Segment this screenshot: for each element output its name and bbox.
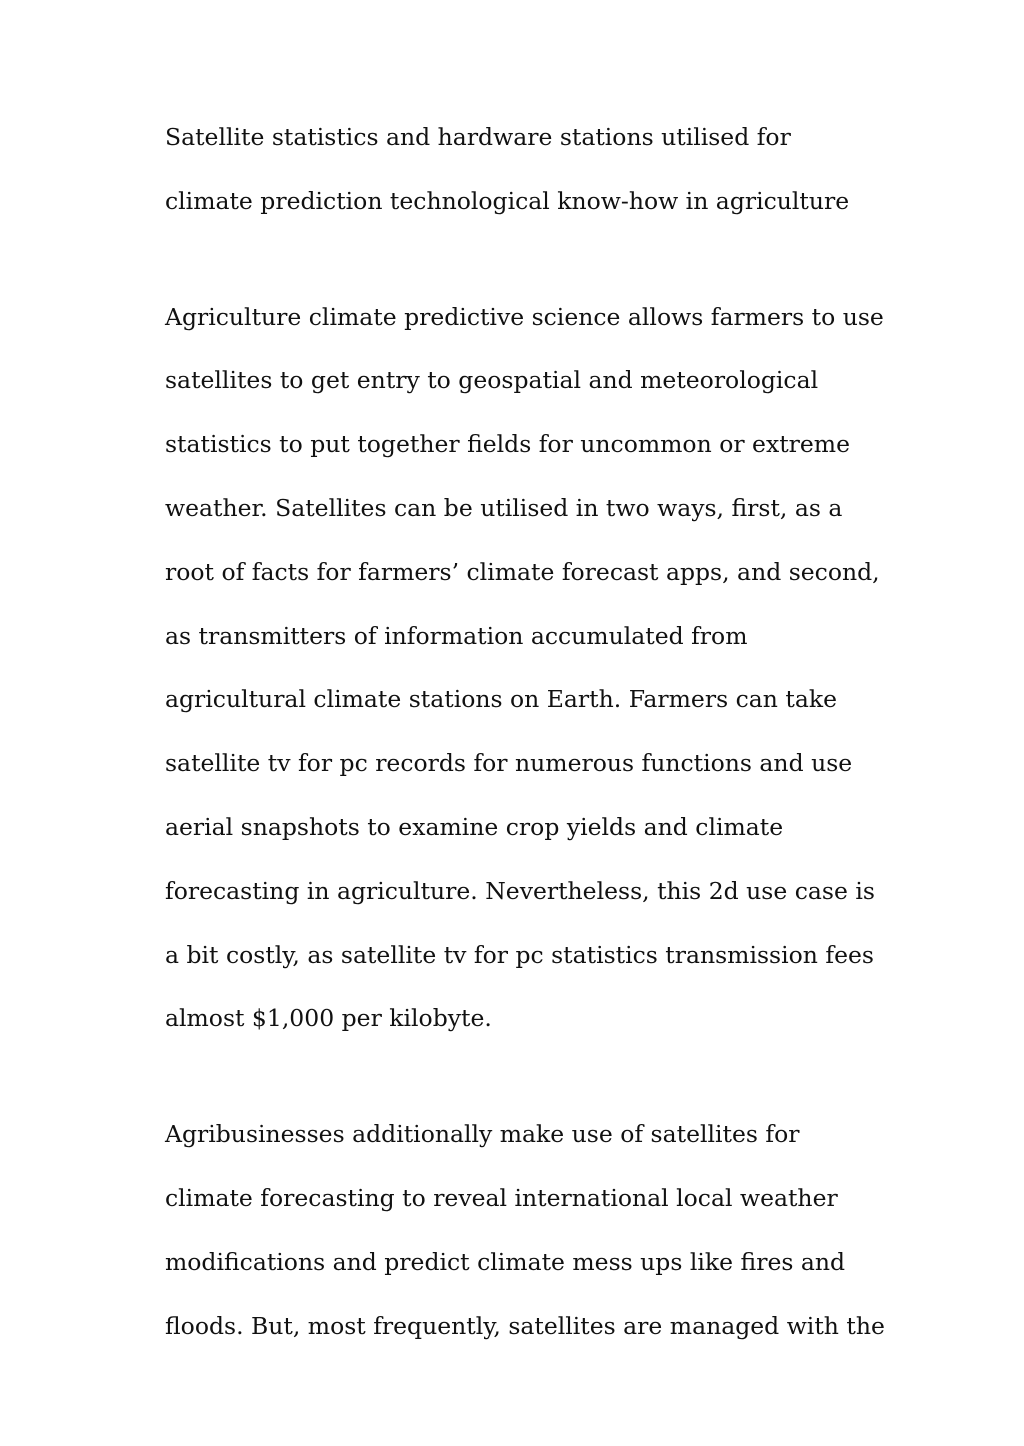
heading-paragraph: Satellite statistics and hardware stations utilised for climate prediction technological know-how in agriculture bbox=[165, 123, 850, 215]
body-paragraph-satellite-data: Agriculture climate predictive science allows farmers to use satellites to get entry to geospatial and meteorological statistics to put together fields for uncommon or extreme weather. Satellites can be utilised in two ways, first, as a root of facts for farmers’ climate forecast apps, and second, as transmitters of information accumulated from agricultural climate stations on Earth. Farmers can take satellite tv for pc records for numerous functions and use aerial snapshots to examine crop yields and climate forecasting in agriculture. Nevertheless, this 2d use case is a bit costly, as satellite tv for pc statistics transmission fees almost $1,000 per kilobyte. bbox=[165, 302, 884, 1033]
document-body bbox=[165, 106, 885, 1358]
body-paragraph-agribusiness: Agribusinesses additionally make use of satellites for climate forecasting to reveal international local weather modifications and predict climate mess ups like fires and floods. But, most frequently, satellites are managed with the bbox=[165, 1120, 885, 1340]
